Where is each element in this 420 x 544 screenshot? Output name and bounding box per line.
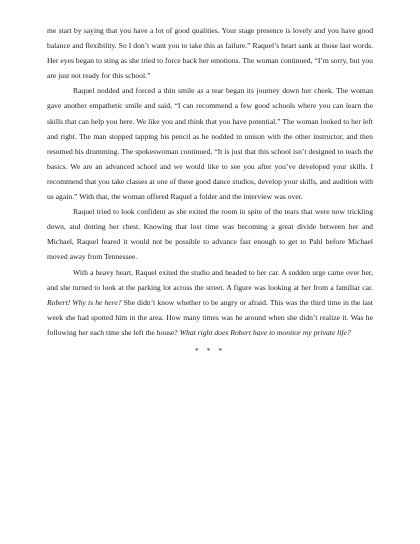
paragraph-1: [47, 23, 373, 83]
body-text: [47, 23, 373, 358]
paragraph-4: [47, 265, 373, 340]
paragraph-2-text: Raquel nodded and forced a thin smile as a tear began its journey down her cheek. The woman gave another empathetic smile and said, “I can recommend a few good schools where you can learn the skills that can help you here. We like you and think that you have potential.” The woman looked to her left and right. The man stopped tapping his pencil as he nodded in unison with the other instructor, and then resumed his drumming. The spokeswoman continued, “It is just that this school isn’t designed to teach the basics. We are an advanced school and we would like to see you after you’ve developed your skills. I recommend that you take classes at one of these good dance studios, develop your skills, and audition with us again.” With that, the woman offered Raquel a folder and the interview was over.: [47, 86, 373, 202]
scene-break: * * *: [194, 345, 226, 355]
paragraph-3-text: Raquel tried to look confident as she exited the room in spite of the tears that were now trickling down, and dotting her chest. Knowing that lost time was becoming a great divide between her and Michael, Raquel feared it would not be possible to advance fast enough to get to Pahl before Michael moved away from Tennessee.: [47, 207, 373, 262]
paragraph-4-italic-a: Robert! Why is he here?: [47, 297, 122, 307]
paragraph-4-text-a: With a heavy heart, Raquel exited the studio and headed to her car. A sudden urge came over her, and she turned to look at the parking lot across the street. A figure was looking at her from a familiar car.: [47, 267, 373, 292]
paragraph-3: [47, 204, 373, 264]
paragraph-2: [47, 83, 373, 204]
paragraph-4-italic-b: What right does Robert have to monitor my private life?: [179, 327, 351, 337]
paragraph-4-text-b: She didn’t know whether to be angry or afraid. This was the third time in the last week she had spotted him in the area. How many times was he around when she didn’t realize it. Was he following her each time she left the house?: [47, 297, 373, 337]
paragraph-1-text: me start by saying that you have a lot of good qualities. Your stage presence is lovely and you have good balance and flexibility. So I don’t want you to take this as failure.” Raquel’s heart sank at those last words. Her eyes began to sting as she tried to force back her emotions. The woman continued, “I’m sorry, but you are just not ready for this school.”: [47, 26, 373, 81]
